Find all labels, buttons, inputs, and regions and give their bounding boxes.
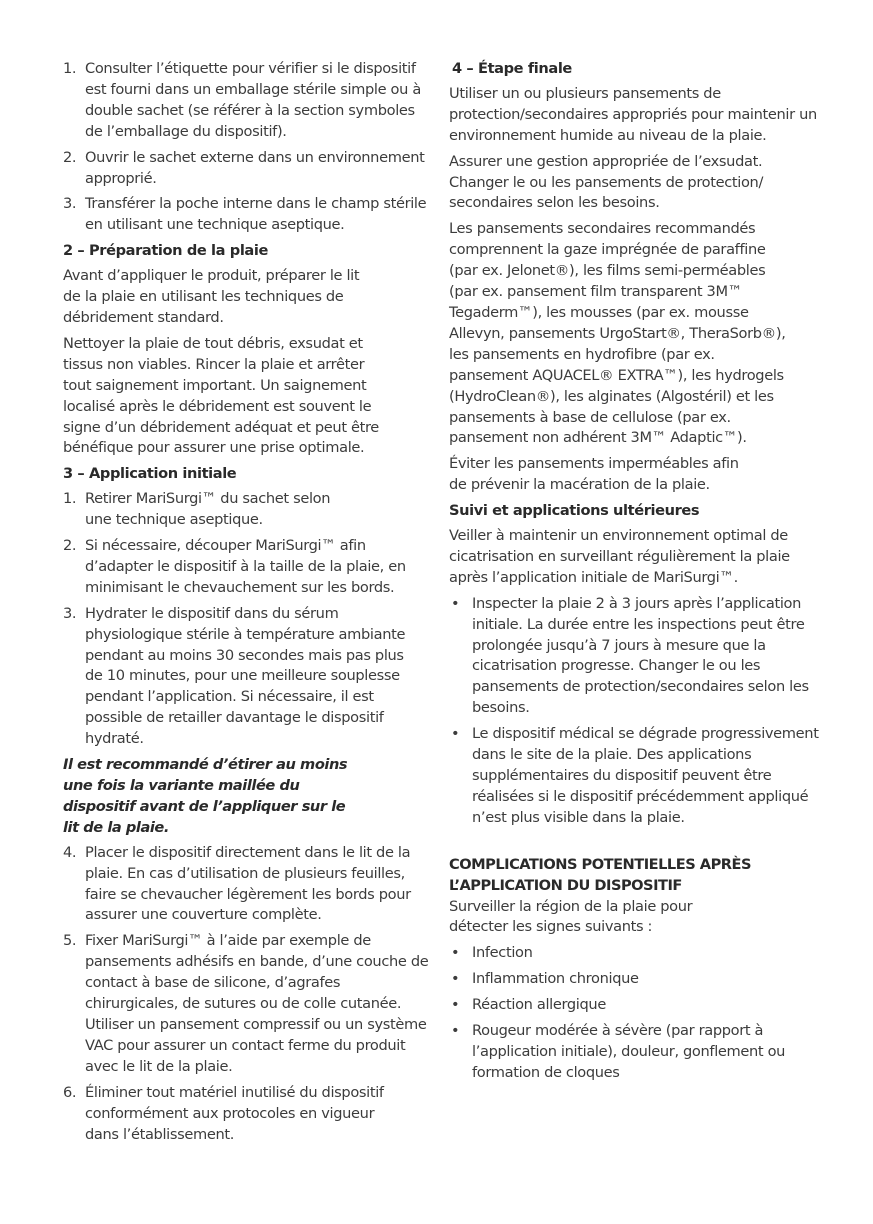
step-text: Transférer la poche interne dans le champ stérile en utilisant une technique aseptique.: [85, 195, 427, 234]
bullet-text: Infection: [472, 944, 533, 962]
list-item: [63, 148, 433, 190]
step-number: 5.: [63, 932, 77, 950]
section-heading-final-step: 4 – Étape finale: [452, 60, 572, 77]
mesh-note: Il est recommandé d’étirer au moins une fois la variante maillée du dispositif avant de l’appliquer sur le lit de la plaie.: [63, 756, 348, 836]
section-heading-preparation: 2 – Préparation de la plaie: [63, 242, 268, 260]
right-column: [449, 59, 819, 1089]
step-text: Hydrater le dispositif dans du sérum physiologique stérile à température ambiante pendant au moins 30 secondes mais pas plus de 10 minutes, pour une meilleure souplesse pendant l’application. Si nécessaire, il est possible de retailler davantage le dispositif hydraté.: [85, 604, 406, 748]
paragraph: Éviter les pansements imperméables afin de prévenir la macération de la plaie.: [449, 455, 739, 494]
bullet-icon: •: [451, 594, 460, 612]
step-number: 1.: [63, 490, 77, 508]
bullet-icon: •: [451, 996, 460, 1014]
bullet-text: Le dispositif médical se dégrade progressivement dans le site de la plaie. Des applications supplémentaires du dispositif peuvent être réalisées si le dispositif précédemment appliqué n’est plus visible dans la plaie.: [472, 725, 819, 826]
step-text: Éliminer tout matériel inutilisé du dispositif conformément aux protocoles en vigueur dans l’établissement.: [85, 1083, 384, 1143]
list-item: [449, 724, 819, 829]
paragraph: Veiller à maintenir un environnement optimal de cicatrisation en surveillant régulièrement la plaie après l’application initiale de MariSurgi™.: [449, 527, 790, 586]
list-item: [63, 931, 433, 1077]
step-text: Retirer MariSurgi™ du sachet selon une technique aseptique.: [85, 490, 331, 529]
bullet-icon: •: [451, 725, 460, 743]
paragraph: Surveiller la région de la plaie pour détecter les signes suivants :: [449, 897, 693, 936]
list-item: [449, 969, 819, 990]
bullet-text: Inspecter la plaie 2 à 3 jours après l’application initiale. La durée entre les inspections peut être prolongée jusqu’à 7 jours à mesure que la cicatrisation progresse. Changer le ou les pansements de protection/secondaires selon les besoins.: [472, 594, 809, 717]
paragraph: Avant d’appliquer le produit, préparer le lit de la plaie en utilisant les techniques de débridement standard.: [63, 267, 360, 326]
list-item: [63, 1083, 405, 1146]
step-text: Fixer MariSurgi™ à l’aide par exemple de pansements adhésifs en bande, d’une couche de contact à base de silicone, d’agrafes chirurgicales, de sutures ou de colle cutanée. Utiliser un pansement compressif ou un système VAC pour assurer un contact ferme du produit avec le lit de la plaie.: [85, 932, 429, 1075]
paragraph: Nettoyer la plaie de tout débris, exsudat et tissus non viables. Rincer la plaie et arrêter tout saignement important. Un saignement localisé après le débridement est souvent le signe d’un débridement adéquat et peut être bénéfique pour assurer une prise optimale.: [63, 334, 379, 457]
paragraph: Assurer une gestion appropriée de l’exsudat. Changer le ou les pansements de protection/ secondaires selon les besoins.: [449, 152, 764, 212]
step-number: 1.: [63, 60, 77, 77]
bullet-text: Réaction allergique: [472, 996, 606, 1014]
heading-line: COMPLICATIONS POTENTIELLES APRÈS: [449, 855, 751, 873]
bullet-icon: •: [451, 1022, 460, 1040]
bullet-icon: •: [451, 944, 460, 962]
bullet-icon: •: [451, 970, 460, 988]
step-text: Ouvrir le sachet externe dans un environnement approprié.: [85, 148, 425, 187]
list-item: [63, 843, 433, 927]
intro-steps-list: [63, 59, 433, 236]
step-number: 4.: [63, 843, 77, 861]
paragraph: Utiliser un ou plusieurs pansements de protection/secondaires appropriés pour maintenir un environnement humide au niveau de la plaie.: [449, 84, 817, 144]
list-item: [449, 1021, 787, 1084]
list-item: [63, 536, 433, 599]
application-steps-list-continued: [63, 843, 433, 1146]
application-steps-list: [63, 489, 433, 750]
list-item: [63, 194, 433, 236]
heading-line: L’APPLICATION DU DISPOSITIF: [449, 876, 682, 894]
section-heading-complications: [449, 855, 819, 897]
section-heading-application: 3 – Application initiale: [63, 465, 237, 483]
step-text: Placer le dispositif directement dans le lit de la plaie. En cas d’utilisation de plusieurs feuilles, faire se chevaucher légèrement les bords pour assurer une couverture complète.: [85, 843, 411, 924]
list-item: [63, 489, 350, 531]
list-item: [449, 995, 819, 1016]
paragraph: Les pansements secondaires recommandés comprennent la gaze imprégnée de paraffine (par ex. Jelonet®), les films semi-perméables (par ex. pansement film transparent 3M™ Tegaderm™), les mousses (par ex. mousse Allevyn, pansements UrgoStart®, TheraSorb®), les pansements en hydrofibre (par ex. pansement AQUACEL® EXTRA™), les hydrogels (HydroClean®), les alginates (Algostéril) et les pansements à base de cellulose (par ex. pansement non adhérent 3M™ Adaptic™).: [449, 220, 786, 447]
step-number: 6.: [63, 1083, 77, 1101]
followup-bullet-list: [449, 594, 819, 829]
left-column: [63, 59, 433, 1150]
list-item: [63, 59, 433, 143]
list-item: [63, 604, 415, 750]
list-item: [449, 594, 819, 719]
step-text: Si nécessaire, découper MariSurgi™ afin d’adapter le dispositif à la taille de la plaie, en minimisant le chevauchement sur les bords.: [85, 537, 406, 596]
step-number: 2.: [63, 148, 77, 166]
list-item: [449, 943, 819, 964]
step-number: 3.: [63, 195, 77, 213]
section-heading-followup: Suivi et applications ultérieures: [449, 502, 700, 520]
step-number: 3.: [63, 604, 77, 622]
step-text: Consulter l’étiquette pour vérifier si le dispositif est fourni dans un emballage stérile simple ou à double sachet (se référer à la section symboles de l’emballage du dispositif).: [85, 60, 421, 140]
bullet-text: Inflammation chronique: [472, 970, 639, 988]
complications-bullet-list: [449, 943, 819, 1083]
step-number: 2.: [63, 537, 77, 555]
bullet-text: Rougeur modérée à sévère (par rapport à l’application initiale), douleur, gonflement ou formation de cloques: [472, 1022, 786, 1081]
